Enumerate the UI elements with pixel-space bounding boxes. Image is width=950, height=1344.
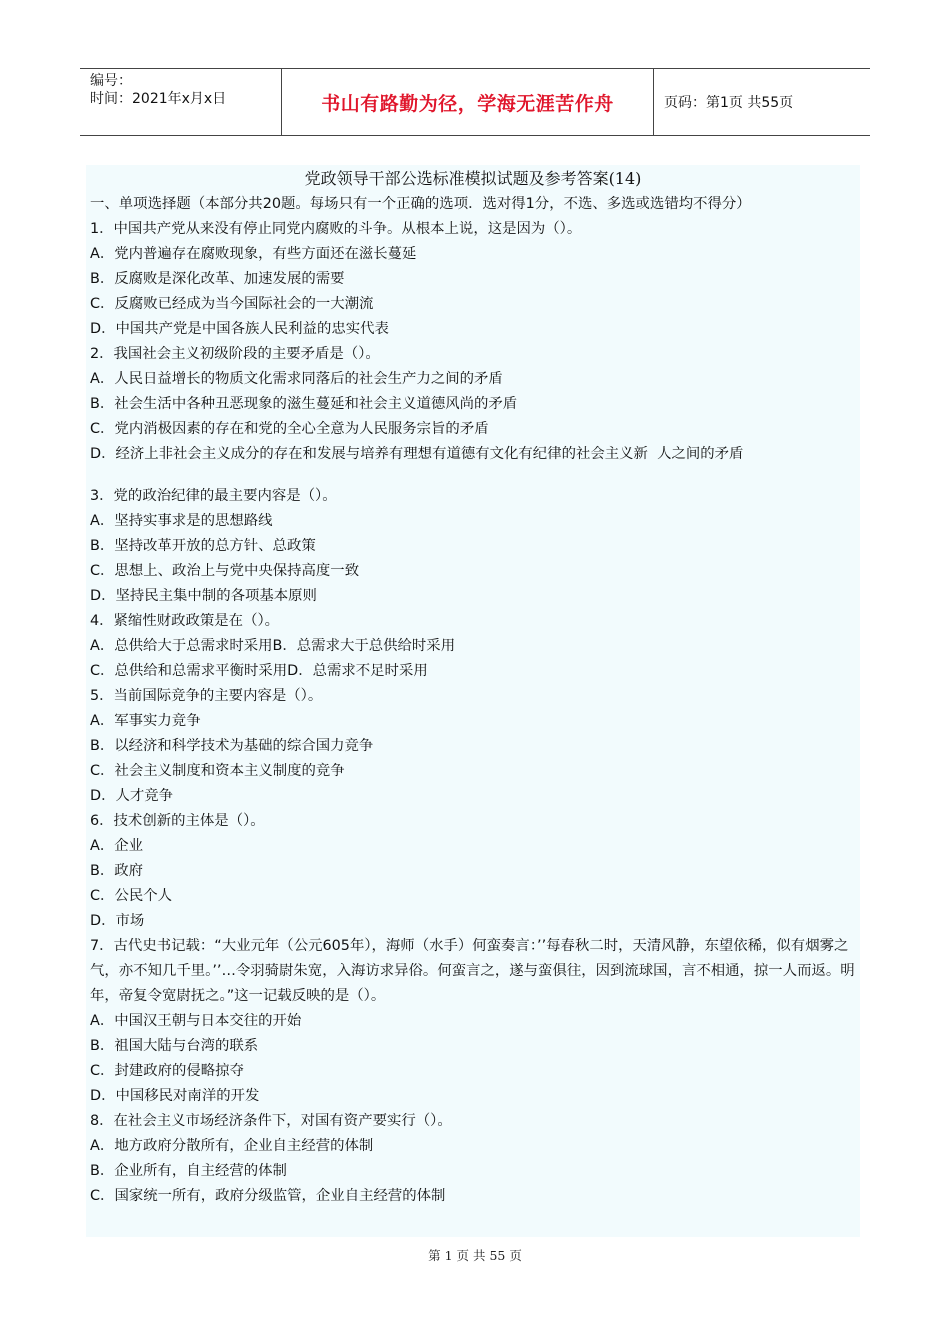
text-line: B．企业所有，自主经营的体制 [90, 1163, 287, 1179]
text-line: C．社会主义制度和资本主义制度的竞争 [90, 763, 345, 779]
text-line: D．市场 [90, 913, 145, 929]
document-date: 时间：2021年x月x日 [90, 91, 227, 107]
text-line: 一、单项选择题（本部分共20题。每场只有一个正确的选项．选对得1分，不选、多选或选错均不得分） [90, 196, 751, 212]
text-line: 5．当前国际竞争的主要内容是（）。 [90, 688, 323, 704]
text-line: 4．紧缩性财政政策是在（）。 [90, 613, 280, 629]
document-header [80, 68, 870, 136]
text-line: C．反腐败已经成为当今国际社会的一大潮流 [90, 296, 374, 312]
document-body [86, 165, 860, 1237]
header-page-info: 页码：第1页 共55页 [664, 95, 794, 111]
text-line: B．坚持改革开放的总方针、总政策 [90, 538, 316, 554]
text-line: C．国家统一所有，政府分级监管，企业自主经营的体制 [90, 1188, 446, 1204]
text-line: A．中国汉王朝与日本交往的开始 [90, 1013, 302, 1029]
text-line: C．党内消极因素的存在和党的全心全意为人民服务宗旨的矛盾 [90, 421, 489, 437]
text-line: B．社会生活中各种丑恶现象的滋生蔓延和社会主义道德风尚的矛盾 [90, 396, 518, 412]
text-line: D．人才竞争 [90, 788, 174, 804]
text-line: A．人民日益增长的物质文化需求同落后的社会生产力之间的矛盾 [90, 371, 503, 387]
text-line: C．思想上、政治上与党中央保持高度一致 [90, 563, 360, 579]
text-line: C．总供给和总需求平衡时采用D．总需求不足时采用 [90, 663, 428, 679]
header-page-cell [654, 69, 870, 135]
text-line: 8．在社会主义市场经济条件下，对国有资产要实行（）。 [90, 1113, 452, 1129]
text-line: B．祖国大陆与台湾的联系 [90, 1038, 259, 1054]
text-line: D．中国共产党是中国各族人民利益的忠实代表 [90, 321, 389, 337]
text-line: 6．技术创新的主体是（）。 [90, 813, 265, 829]
text-line: 7．古代史书记载：“大业元年（公元605年），海师（水手）何蛮奏言：’’每春秋二时，天清风静，东望依稀，似有烟雾之气，亦不知几千里。’’…令羽骑尉朱宽，入海访求异俗。何蛮言之，遂与蛮俱往，因到流球国，言不相通，掠一人而返。明年，帝复令宽尉抚之。”这一记载反映的是（）。 [90, 938, 855, 1004]
page-footer: 第 1 页 共 55 页 [428, 1248, 522, 1263]
text-line: A．地方政府分散所有，企业自主经营的体制 [90, 1138, 374, 1154]
header-motto-cell [282, 69, 654, 135]
text-line: 1．中国共产党从来没有停止同党内腐败的斗争。从根本上说，这是因为（）。 [90, 221, 582, 237]
text-line: A．坚持实事求是的思想路线 [90, 513, 273, 529]
text-line: A．总供给大于总需求时采用B．总需求大于总供给时采用 [90, 638, 456, 654]
text-line: B．以经济和科学技术为基础的综合国力竞争 [90, 738, 374, 754]
text-line: 2．我国社会主义初级阶段的主要矛盾是（）。 [90, 346, 380, 362]
text-line: D．坚持民主集中制的各项基本原则 [90, 588, 317, 604]
text-line [90, 467, 856, 484]
text-line: A．党内普遍存在腐败现象，有些方面还在滋长蔓延 [90, 246, 417, 262]
question-list [90, 192, 856, 1209]
document-title: 党政领导干部公选标准模拟试题及参考答案(14) [304, 169, 642, 188]
document-number-label: 编号： [90, 73, 132, 89]
text-line: C．封建政府的侵略掠夺 [90, 1063, 244, 1079]
header-motto: 书山有路勤为径，学海无涯苦作舟 [321, 92, 614, 115]
text-line: A．军事实力竞争 [90, 713, 201, 729]
text-line: D．经济上非社会主义成分的存在和发展与培养有理想有道德有文化有纪律的社会主义新 人之间的矛盾 [90, 446, 744, 462]
text-line: B．反腐败是深化改革、加速发展的需要 [90, 271, 345, 287]
text-line: 3．党的政治纪律的最主要内容是（）。 [90, 488, 337, 504]
text-line: D．中国移民对南洋的开发 [90, 1088, 260, 1104]
text-line: A．企业 [90, 838, 144, 854]
text-line: B．政府 [90, 863, 144, 879]
text-line: C．公民个人 [90, 888, 173, 904]
header-meta-cell [80, 69, 282, 135]
